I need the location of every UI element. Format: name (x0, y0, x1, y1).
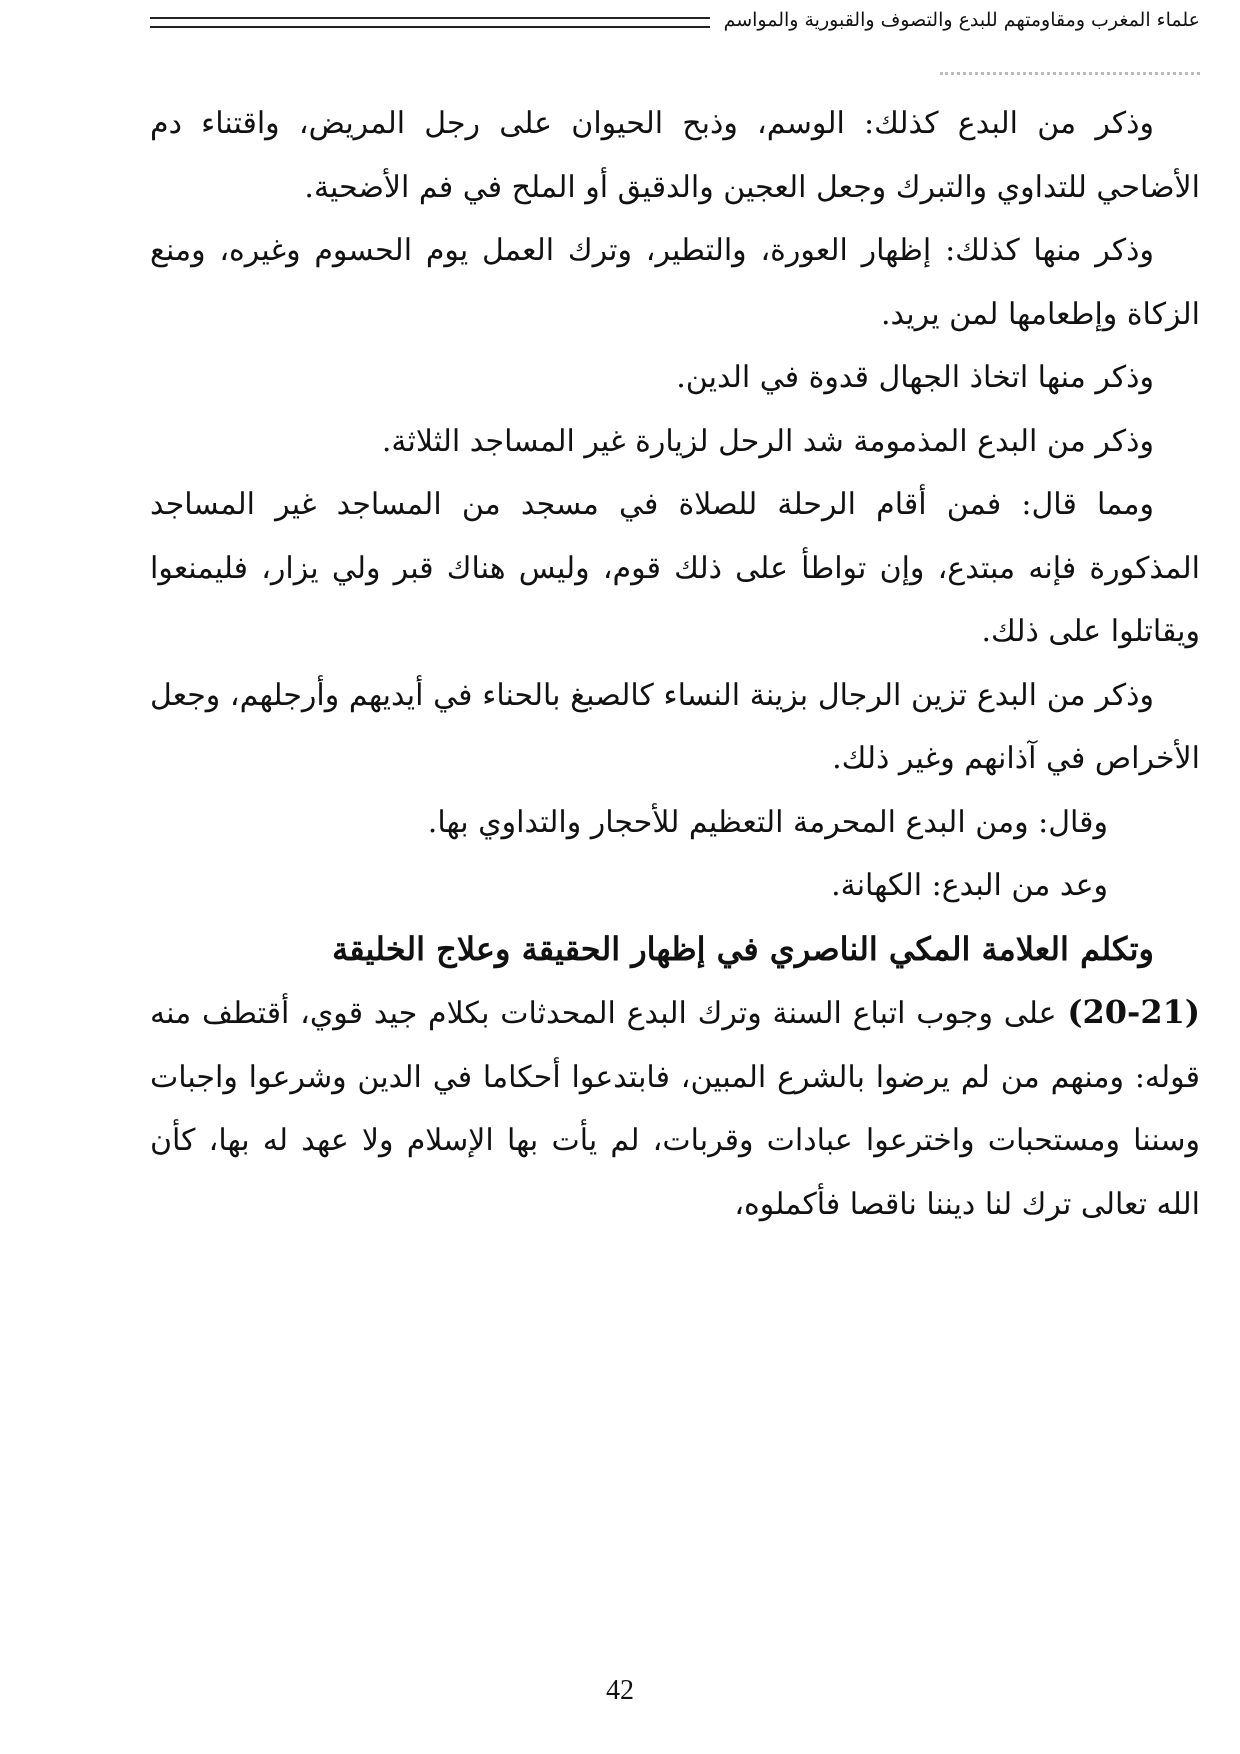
header-double-rule (150, 17, 710, 28)
paragraph: ومما قال: فمن أقام الرحلة للصلاة في مسجد من المساجد غير المساجد المذكورة فإنه مبتدع، وإن تواطأ على ذلك قوم، وليس هناك قبر ولي يزار، فليمنعوا ويقاتلوا على ذلك. (150, 487, 1200, 649)
running-header (150, 0, 1200, 40)
paragraph: وذكر من البدع كذلك: الوسم، وذبح الحيوان على رجل المريض، واقتناء دم الأضاحي للتداوي والتبرك وجعل العجين والدقيق أو الملح في فم الأضحية. (150, 106, 1200, 205)
paragraph: وذكر منها اتخاذ الجهال قدوة في الدين. (676, 360, 1154, 395)
paragraph: وعد من البدع: الكهانة. (831, 868, 1108, 903)
paragraph: وذكر من البدع تزين الرجال بزينة النساء كالصبغ بالحناء في أيديهم وأرجلهم، وجعل الأخراص في آذانهم وغير ذلك. (150, 677, 1200, 776)
final-paragraph-text: على وجوب اتباع السنة وترك البدع المحدثات بكلام جيد قوي، أقتطف منه قوله: ومنهم من لم يرضوا بالشرع المبين، فابتدعوا أحكاما في الدين وشرعوا واجبات وسننا ومستحبات واخترعوا عبادات وقربات، لم يأت بها الإسلام ولا عهد له بها، كأن الله تعالى ترك لنا ديننا ناقصا فأكملوه، (150, 996, 1200, 1222)
page-reference: (20-21) (1067, 993, 1200, 1031)
paragraph: وذكر من البدع المذمومة شد الرحل لزيارة غير المساجد الثلاثة. (381, 423, 1154, 459)
body-text (150, 92, 1200, 1236)
section-heading: وتكلم العلامة المكي الناصري في إظهار الحقيقة وعلاج الخليقة (332, 929, 1154, 968)
paragraph: وقال: ومن البدع المحرمة التعظيم للأحجار والتداوي بها. (427, 804, 1108, 840)
running-title: علماء المغرب ومقاومتهم للبدع والتصوف والقبورية والمواسم (723, 8, 1200, 31)
final-paragraph (150, 981, 1200, 1236)
paragraph: وذكر منها كذلك: إظهار العورة، والتطير، وترك العمل يوم الحسوم وغيره، ومنع الزكاة وإطعامها لمن يريد. (150, 233, 1200, 332)
page-number: 42 (606, 1675, 634, 1706)
dotted-separator (940, 72, 1200, 81)
